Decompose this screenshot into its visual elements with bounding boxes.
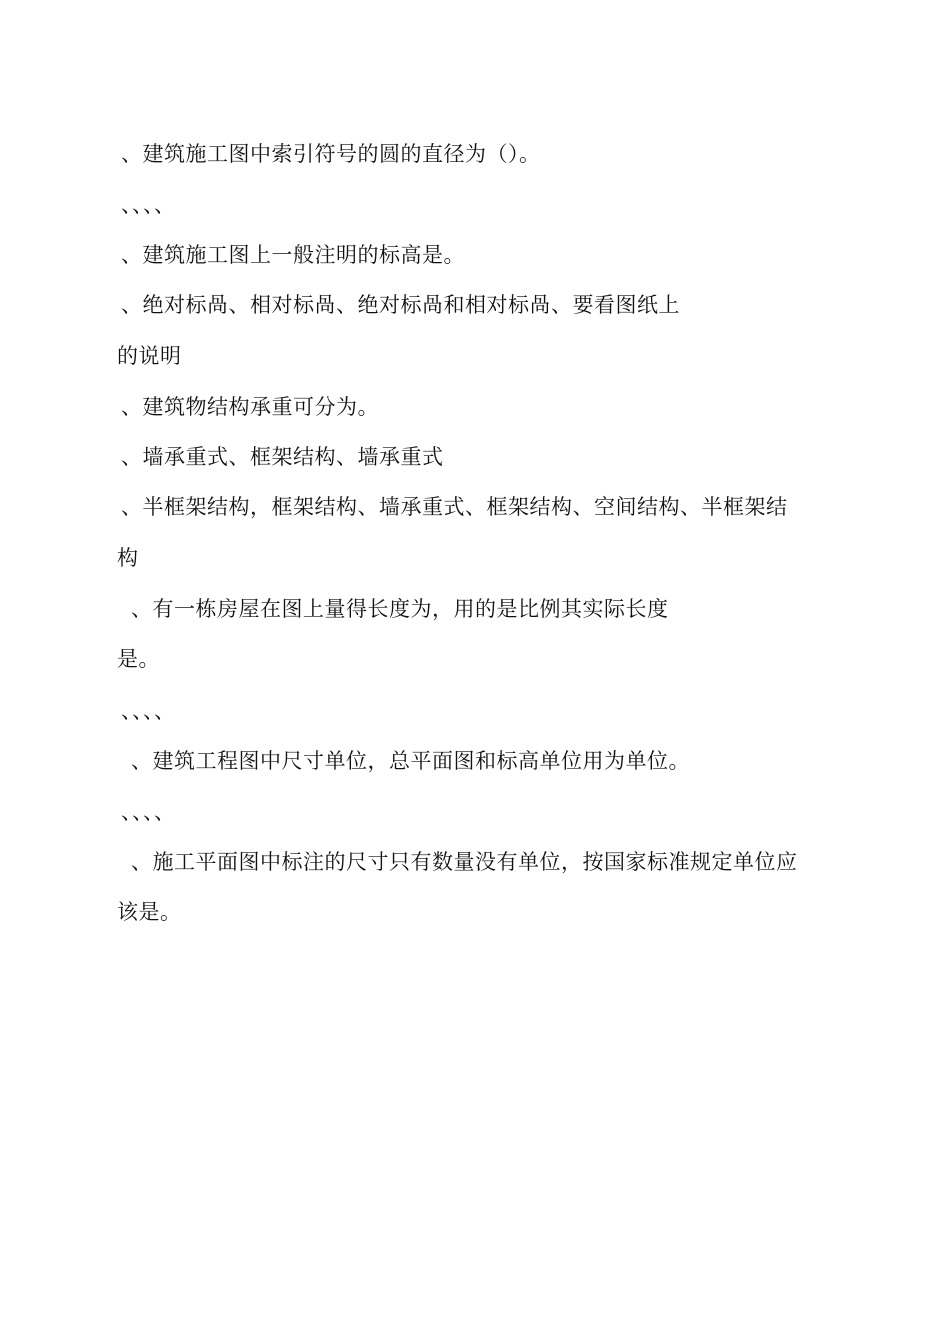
options-line-continued: 的说明 — [117, 344, 182, 368]
options-line: 、半框架结构，框架结构、墙承重式、框架结构、空间结构、半框架结 — [121, 495, 788, 519]
question-line-continued: 该是。 — [117, 900, 182, 924]
options-line: 、、、、 — [121, 800, 176, 824]
question-line: 、建筑施工图上一般注明的标高是。 — [121, 243, 465, 267]
question-line: 、建筑工程图中尺寸单位，总平面图和标高单位用为单位。 — [131, 749, 690, 773]
options-line: 、、、、 — [121, 699, 176, 723]
question-line: 、建筑施工图中索引符号的圆的直径为（）。 — [121, 142, 541, 166]
options-line: 、绝对标咼、相对标咼、绝对标咼和相对标咼、要看图纸上 — [121, 293, 680, 317]
options-line: 、、、、 — [121, 193, 176, 217]
options-line: 、墙承重式、框架结构、墙承重式 — [121, 445, 444, 469]
question-line: 、施工平面图中标注的尺寸只有数量没有单位，按国家标准规定单位应 — [131, 850, 798, 874]
question-line: 、建筑物结构承重可分为。 — [121, 395, 379, 419]
question-line: 、有一栋房屋在图上量得长度为，用的是比例其实际长度 — [131, 597, 669, 621]
question-line-continued: 是。 — [117, 647, 160, 671]
options-line-continued: 构 — [117, 546, 139, 570]
